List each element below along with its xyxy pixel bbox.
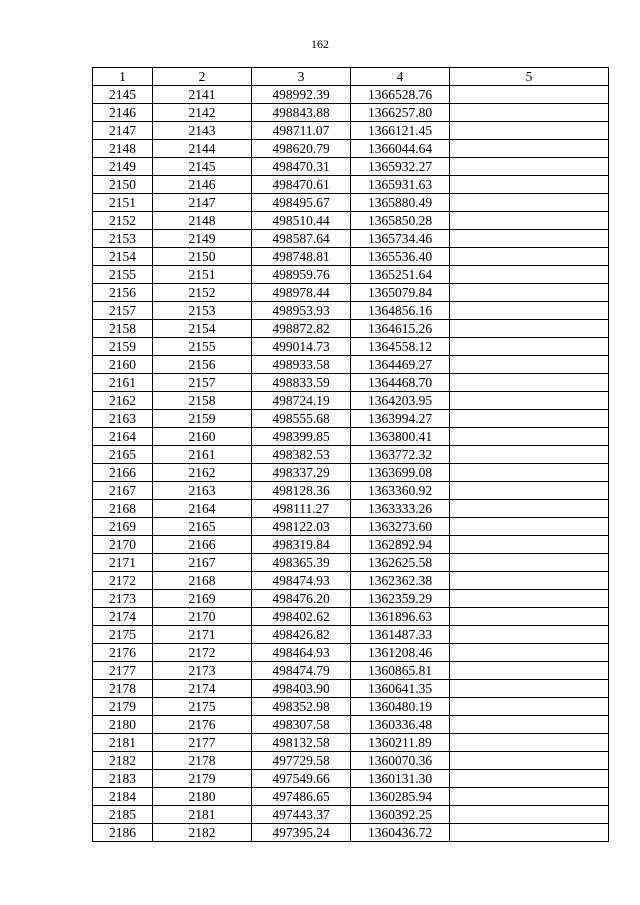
table-cell-col-5 xyxy=(450,734,609,752)
column-header-1: 1 xyxy=(93,68,153,86)
table-row xyxy=(93,158,609,176)
table-cell-col-2: 2169 xyxy=(153,590,252,608)
table-cell-col-4: 1366044.64 xyxy=(351,140,450,158)
table-cell-col-3: 498959.76 xyxy=(252,266,351,284)
table-row xyxy=(93,176,609,194)
table-cell-col-2: 2163 xyxy=(153,482,252,500)
table-cell-col-4: 1360480.19 xyxy=(351,698,450,716)
table-cell-col-5 xyxy=(450,536,609,554)
table-cell-col-2: 2167 xyxy=(153,554,252,572)
table-cell-col-2: 2144 xyxy=(153,140,252,158)
table-cell-col-5 xyxy=(450,446,609,464)
table-cell-col-4: 1360436.72 xyxy=(351,824,450,842)
table-cell-col-5 xyxy=(450,572,609,590)
table-cell-col-1: 2177 xyxy=(93,662,153,680)
table-cell-col-1: 2183 xyxy=(93,770,153,788)
column-header-3: 3 xyxy=(252,68,351,86)
table-cell-col-1: 2151 xyxy=(93,194,153,212)
table-cell-col-5 xyxy=(450,824,609,842)
table-cell-col-3: 498872.82 xyxy=(252,320,351,338)
table-cell-col-1: 2145 xyxy=(93,86,153,104)
table-cell-col-2: 2176 xyxy=(153,716,252,734)
table-row xyxy=(93,194,609,212)
column-header-2: 2 xyxy=(153,68,252,86)
table-row xyxy=(93,104,609,122)
table-cell-col-3: 497729.58 xyxy=(252,752,351,770)
table-cell-col-5 xyxy=(450,392,609,410)
table-cell-col-4: 1363994.27 xyxy=(351,410,450,428)
table-cell-col-3: 498111.27 xyxy=(252,500,351,518)
table-cell-col-3: 498992.39 xyxy=(252,86,351,104)
table-row xyxy=(93,824,609,842)
table-cell-col-2: 2152 xyxy=(153,284,252,302)
table-cell-col-5 xyxy=(450,806,609,824)
table-row xyxy=(93,770,609,788)
table-cell-col-1: 2166 xyxy=(93,464,153,482)
table-cell-col-1: 2149 xyxy=(93,158,153,176)
table-cell-col-5 xyxy=(450,464,609,482)
table-cell-col-2: 2141 xyxy=(153,86,252,104)
table-cell-col-2: 2165 xyxy=(153,518,252,536)
table-cell-col-4: 1360865.81 xyxy=(351,662,450,680)
table-cell-col-1: 2158 xyxy=(93,320,153,338)
table-cell-col-1: 2154 xyxy=(93,248,153,266)
header-row xyxy=(93,68,609,86)
table-cell-col-4: 1365251.64 xyxy=(351,266,450,284)
table-cell-col-1: 2161 xyxy=(93,374,153,392)
table-cell-col-5 xyxy=(450,770,609,788)
table-cell-col-3: 498319.84 xyxy=(252,536,351,554)
table-cell-col-5 xyxy=(450,302,609,320)
table-cell-col-3: 498978.44 xyxy=(252,284,351,302)
table-cell-col-3: 498382.53 xyxy=(252,446,351,464)
table-cell-col-2: 2168 xyxy=(153,572,252,590)
table-cell-col-5 xyxy=(450,662,609,680)
table-cell-col-3: 498495.67 xyxy=(252,194,351,212)
table-cell-col-3: 498748.81 xyxy=(252,248,351,266)
table-row xyxy=(93,464,609,482)
table-cell-col-3: 497486.65 xyxy=(252,788,351,806)
table-cell-col-3: 498843.88 xyxy=(252,104,351,122)
table-cell-col-1: 2150 xyxy=(93,176,153,194)
table-row xyxy=(93,698,609,716)
table-row xyxy=(93,734,609,752)
table-cell-col-2: 2159 xyxy=(153,410,252,428)
table-cell-col-2: 2181 xyxy=(153,806,252,824)
table-cell-col-3: 498510.44 xyxy=(252,212,351,230)
table-row xyxy=(93,788,609,806)
table-cell-col-3: 498132.58 xyxy=(252,734,351,752)
table-cell-col-4: 1366257.80 xyxy=(351,104,450,122)
table-row xyxy=(93,428,609,446)
table-cell-col-2: 2142 xyxy=(153,104,252,122)
table-cell-col-3: 498711.07 xyxy=(252,122,351,140)
table-cell-col-4: 1361896.63 xyxy=(351,608,450,626)
table-cell-col-1: 2175 xyxy=(93,626,153,644)
table-cell-col-2: 2178 xyxy=(153,752,252,770)
table-cell-col-2: 2151 xyxy=(153,266,252,284)
table-row xyxy=(93,500,609,518)
table-cell-col-5 xyxy=(450,680,609,698)
table-cell-col-4: 1360336.48 xyxy=(351,716,450,734)
table-cell-col-5 xyxy=(450,266,609,284)
table-cell-col-4: 1363772.32 xyxy=(351,446,450,464)
table-cell-col-2: 2147 xyxy=(153,194,252,212)
table-cell-col-2: 2155 xyxy=(153,338,252,356)
table-cell-col-1: 2159 xyxy=(93,338,153,356)
table-cell-col-2: 2156 xyxy=(153,356,252,374)
table-cell-col-3: 498555.68 xyxy=(252,410,351,428)
coordinates-table xyxy=(92,67,609,842)
table-cell-col-4: 1364469.27 xyxy=(351,356,450,374)
table-cell-col-5 xyxy=(450,410,609,428)
table-cell-col-2: 2148 xyxy=(153,212,252,230)
table-cell-col-4: 1360070.36 xyxy=(351,752,450,770)
table-cell-col-3: 497395.24 xyxy=(252,824,351,842)
table-cell-col-5 xyxy=(450,788,609,806)
table-cell-col-2: 2182 xyxy=(153,824,252,842)
table-cell-col-4: 1365079.84 xyxy=(351,284,450,302)
table-cell-col-5 xyxy=(450,122,609,140)
table-cell-col-2: 2179 xyxy=(153,770,252,788)
table-row xyxy=(93,590,609,608)
table-cell-col-5 xyxy=(450,356,609,374)
table-cell-col-3: 498337.29 xyxy=(252,464,351,482)
table-cell-col-4: 1363273.60 xyxy=(351,518,450,536)
table-cell-col-1: 2160 xyxy=(93,356,153,374)
table-row xyxy=(93,374,609,392)
table-cell-col-2: 2149 xyxy=(153,230,252,248)
table-row xyxy=(93,302,609,320)
table-cell-col-2: 2143 xyxy=(153,122,252,140)
table-cell-col-4: 1366121.45 xyxy=(351,122,450,140)
table-cell-col-3: 498933.58 xyxy=(252,356,351,374)
table-header xyxy=(93,68,609,86)
table-cell-col-1: 2152 xyxy=(93,212,153,230)
table-cell-col-5 xyxy=(450,248,609,266)
table-cell-col-4: 1364203.95 xyxy=(351,392,450,410)
table-row xyxy=(93,806,609,824)
table-row xyxy=(93,86,609,104)
table-row xyxy=(93,284,609,302)
table-cell-col-4: 1365734.46 xyxy=(351,230,450,248)
table-cell-col-4: 1364468.70 xyxy=(351,374,450,392)
table-cell-col-4: 1363333.26 xyxy=(351,500,450,518)
table-row xyxy=(93,122,609,140)
table-cell-col-1: 2185 xyxy=(93,806,153,824)
table-row xyxy=(93,554,609,572)
table-cell-col-1: 2170 xyxy=(93,536,153,554)
table-cell-col-3: 497549.66 xyxy=(252,770,351,788)
table-cell-col-2: 2153 xyxy=(153,302,252,320)
table-cell-col-2: 2173 xyxy=(153,662,252,680)
table-row xyxy=(93,230,609,248)
table-cell-col-1: 2171 xyxy=(93,554,153,572)
table-cell-col-1: 2176 xyxy=(93,644,153,662)
table-cell-col-3: 497443.37 xyxy=(252,806,351,824)
table-cell-col-3: 498724.19 xyxy=(252,392,351,410)
table-cell-col-3: 498587.64 xyxy=(252,230,351,248)
table-cell-col-1: 2181 xyxy=(93,734,153,752)
table-cell-col-5 xyxy=(450,158,609,176)
table-cell-col-3: 498402.62 xyxy=(252,608,351,626)
table-cell-col-2: 2177 xyxy=(153,734,252,752)
table-cell-col-3: 498307.58 xyxy=(252,716,351,734)
table-cell-col-4: 1365932.27 xyxy=(351,158,450,176)
table-cell-col-2: 2164 xyxy=(153,500,252,518)
table-cell-col-1: 2163 xyxy=(93,410,153,428)
table-cell-col-3: 498426.82 xyxy=(252,626,351,644)
table-row xyxy=(93,248,609,266)
table-cell-col-3: 498474.93 xyxy=(252,572,351,590)
table-cell-col-1: 2164 xyxy=(93,428,153,446)
table-cell-col-2: 2146 xyxy=(153,176,252,194)
table-cell-col-5 xyxy=(450,482,609,500)
table-cell-col-2: 2172 xyxy=(153,644,252,662)
table-cell-col-5 xyxy=(450,212,609,230)
table-cell-col-3: 498365.39 xyxy=(252,554,351,572)
table-cell-col-2: 2180 xyxy=(153,788,252,806)
table-cell-col-3: 499014.73 xyxy=(252,338,351,356)
table-row xyxy=(93,536,609,554)
table-row xyxy=(93,266,609,284)
table-cell-col-2: 2154 xyxy=(153,320,252,338)
column-header-5: 5 xyxy=(450,68,609,86)
table-cell-col-1: 2156 xyxy=(93,284,153,302)
table-cell-col-1: 2167 xyxy=(93,482,153,500)
table-cell-col-2: 2170 xyxy=(153,608,252,626)
table-cell-col-1: 2148 xyxy=(93,140,153,158)
table-row xyxy=(93,482,609,500)
table-cell-col-1: 2180 xyxy=(93,716,153,734)
table-cell-col-5 xyxy=(450,338,609,356)
table-cell-col-2: 2145 xyxy=(153,158,252,176)
table-row xyxy=(93,140,609,158)
table-row xyxy=(93,518,609,536)
table-cell-col-4: 1366528.76 xyxy=(351,86,450,104)
table-cell-col-4: 1364615.26 xyxy=(351,320,450,338)
table-cell-col-5 xyxy=(450,554,609,572)
table-row xyxy=(93,410,609,428)
table-row xyxy=(93,752,609,770)
table-cell-col-5 xyxy=(450,86,609,104)
table-cell-col-4: 1362359.29 xyxy=(351,590,450,608)
table-cell-col-2: 2171 xyxy=(153,626,252,644)
table-cell-col-5 xyxy=(450,194,609,212)
table-cell-col-5 xyxy=(450,374,609,392)
table-cell-col-1: 2173 xyxy=(93,590,153,608)
table-cell-col-4: 1363360.92 xyxy=(351,482,450,500)
table-cell-col-4: 1360285.94 xyxy=(351,788,450,806)
table-cell-col-4: 1364558.12 xyxy=(351,338,450,356)
table-row xyxy=(93,392,609,410)
table-cell-col-1: 2184 xyxy=(93,788,153,806)
table-cell-col-1: 2165 xyxy=(93,446,153,464)
table-cell-col-3: 498833.59 xyxy=(252,374,351,392)
table-cell-col-3: 498953.93 xyxy=(252,302,351,320)
table-row xyxy=(93,644,609,662)
table-cell-col-5 xyxy=(450,698,609,716)
table-cell-col-2: 2160 xyxy=(153,428,252,446)
table-cell-col-2: 2174 xyxy=(153,680,252,698)
table-cell-col-4: 1365850.28 xyxy=(351,212,450,230)
table-cell-col-5 xyxy=(450,284,609,302)
table-cell-col-1: 2174 xyxy=(93,608,153,626)
table-cell-col-5 xyxy=(450,140,609,158)
table-cell-col-2: 2166 xyxy=(153,536,252,554)
table-cell-col-1: 2179 xyxy=(93,698,153,716)
table-cell-col-2: 2161 xyxy=(153,446,252,464)
table-cell-col-5 xyxy=(450,590,609,608)
table-cell-col-4: 1360131.30 xyxy=(351,770,450,788)
table-cell-col-3: 498476.20 xyxy=(252,590,351,608)
table-cell-col-4: 1362362.38 xyxy=(351,572,450,590)
table-cell-col-3: 498403.90 xyxy=(252,680,351,698)
table-cell-col-1: 2186 xyxy=(93,824,153,842)
table-cell-col-2: 2158 xyxy=(153,392,252,410)
table-cell-col-1: 2162 xyxy=(93,392,153,410)
table-row xyxy=(93,212,609,230)
table-cell-col-4: 1360641.35 xyxy=(351,680,450,698)
table-cell-col-2: 2150 xyxy=(153,248,252,266)
table-cell-col-1: 2182 xyxy=(93,752,153,770)
table-cell-col-4: 1361208.46 xyxy=(351,644,450,662)
table-cell-col-2: 2175 xyxy=(153,698,252,716)
table-cell-col-4: 1361487.33 xyxy=(351,626,450,644)
table-cell-col-1: 2155 xyxy=(93,266,153,284)
table-row xyxy=(93,608,609,626)
table-cell-col-1: 2157 xyxy=(93,302,153,320)
table-cell-col-5 xyxy=(450,518,609,536)
table-row xyxy=(93,320,609,338)
table-cell-col-5 xyxy=(450,500,609,518)
table-cell-col-4: 1363800.41 xyxy=(351,428,450,446)
table-cell-col-1: 2178 xyxy=(93,680,153,698)
table-cell-col-5 xyxy=(450,230,609,248)
table-cell-col-3: 498122.03 xyxy=(252,518,351,536)
table-row xyxy=(93,338,609,356)
table-cell-col-3: 498474.79 xyxy=(252,662,351,680)
table-cell-col-2: 2157 xyxy=(153,374,252,392)
table-row xyxy=(93,572,609,590)
table-cell-col-1: 2168 xyxy=(93,500,153,518)
table-cell-col-4: 1362892.94 xyxy=(351,536,450,554)
table-row xyxy=(93,626,609,644)
table-cell-col-5 xyxy=(450,176,609,194)
table-cell-col-3: 498399.85 xyxy=(252,428,351,446)
table-cell-col-1: 2169 xyxy=(93,518,153,536)
table-cell-col-4: 1365536.40 xyxy=(351,248,450,266)
table-cell-col-4: 1362625.58 xyxy=(351,554,450,572)
table-cell-col-4: 1360392.25 xyxy=(351,806,450,824)
table-cell-col-5 xyxy=(450,428,609,446)
table-cell-col-4: 1364856.16 xyxy=(351,302,450,320)
table-cell-col-5 xyxy=(450,608,609,626)
table-cell-col-4: 1360211.89 xyxy=(351,734,450,752)
page-number: 162 xyxy=(311,37,329,51)
table-cell-col-5 xyxy=(450,716,609,734)
table-cell-col-5 xyxy=(450,644,609,662)
table-cell-col-1: 2147 xyxy=(93,122,153,140)
table-body xyxy=(93,86,609,842)
table-cell-col-3: 498464.93 xyxy=(252,644,351,662)
table-row xyxy=(93,446,609,464)
table-cell-col-1: 2172 xyxy=(93,572,153,590)
column-header-4: 4 xyxy=(351,68,450,86)
table-cell-col-5 xyxy=(450,104,609,122)
table-cell-col-3: 498128.36 xyxy=(252,482,351,500)
table-cell-col-4: 1365880.49 xyxy=(351,194,450,212)
table-cell-col-4: 1363699.08 xyxy=(351,464,450,482)
table-cell-col-1: 2146 xyxy=(93,104,153,122)
table-row xyxy=(93,680,609,698)
table-cell-col-5 xyxy=(450,752,609,770)
table-cell-col-3: 498470.31 xyxy=(252,158,351,176)
table-row xyxy=(93,716,609,734)
table-cell-col-3: 498470.61 xyxy=(252,176,351,194)
table-row xyxy=(93,356,609,374)
table-cell-col-4: 1365931.63 xyxy=(351,176,450,194)
table-cell-col-5 xyxy=(450,320,609,338)
table-row xyxy=(93,662,609,680)
table-cell-col-5 xyxy=(450,626,609,644)
table-cell-col-3: 498352.98 xyxy=(252,698,351,716)
table-cell-col-1: 2153 xyxy=(93,230,153,248)
table-cell-col-3: 498620.79 xyxy=(252,140,351,158)
table-cell-col-2: 2162 xyxy=(153,464,252,482)
